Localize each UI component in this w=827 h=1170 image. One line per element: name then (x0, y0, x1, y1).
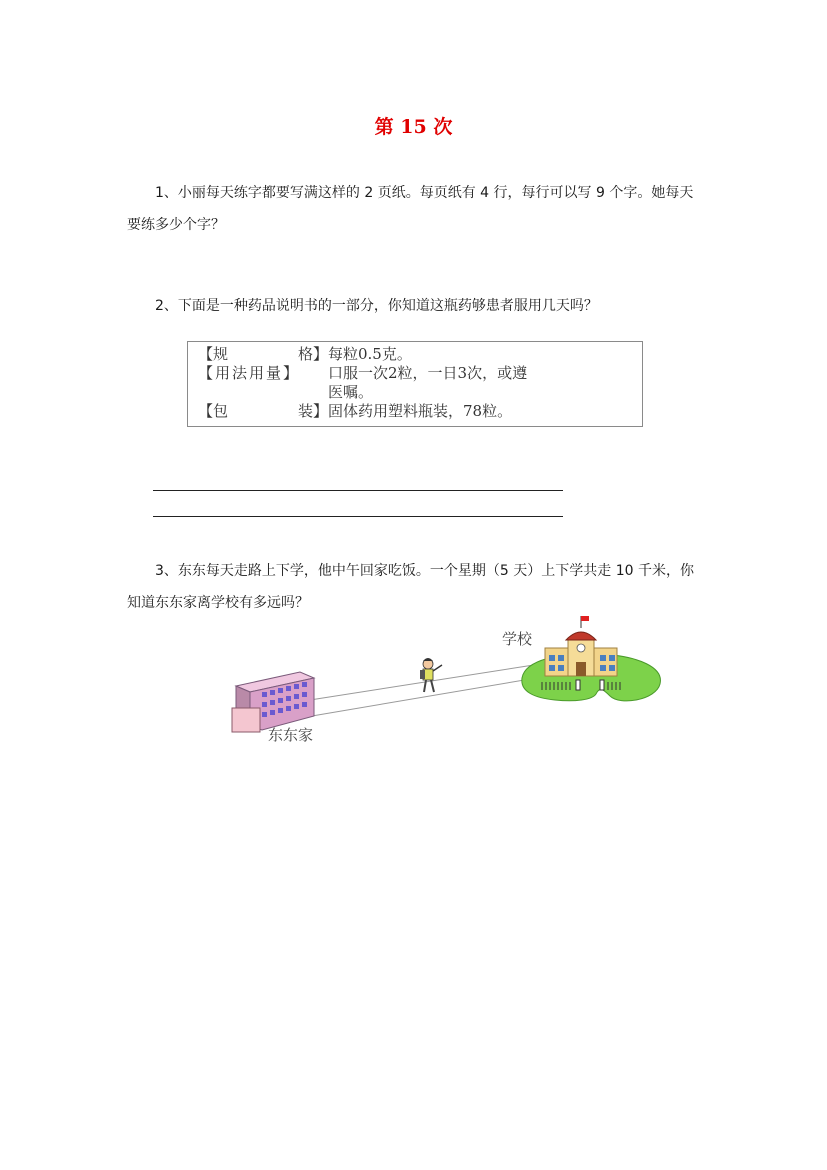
spec-value: 口服一次2粒，一日3次，或遵 (328, 364, 528, 382)
school-label: 学校 (502, 630, 533, 648)
question-1-line1: 1、小丽每天练字都要写满这样的 2 页纸。每页纸有 4 行，每行可以写 9 个字。她每天 (155, 185, 694, 201)
student-figure (420, 658, 442, 692)
spec-key: 格】 (297, 345, 328, 363)
school-building (545, 616, 617, 676)
question-1-line2: 要练多少个字？ (127, 217, 225, 233)
spec-value: 医嘱。 (328, 383, 374, 401)
home-building (232, 672, 314, 732)
home-label: 东东家 (268, 726, 314, 744)
question-3-line2: 知道东东家离学校有多远吗？ (127, 595, 309, 611)
question-3-line1: 3、东东每天走路上下学，他中午回家吃饭。一个星期（5 天）上下学共走 10 千米，你 (155, 563, 694, 579)
question-2-text: 2、下面是一种药品说明书的一部分，你知道这瓶药够患者服用几天吗？ (155, 298, 598, 314)
spec-value: 固体药用塑料瓶装，78粒。 (328, 402, 513, 420)
spec-value: 每粒0.5克。 (328, 345, 412, 363)
page-title: 第 15 次 (374, 116, 453, 138)
spec-key: 【用法用量】 (198, 364, 301, 382)
spec-key: 装】 (297, 402, 328, 420)
spec-key: 【包 (198, 402, 229, 420)
spec-key: 【规 (198, 345, 229, 363)
